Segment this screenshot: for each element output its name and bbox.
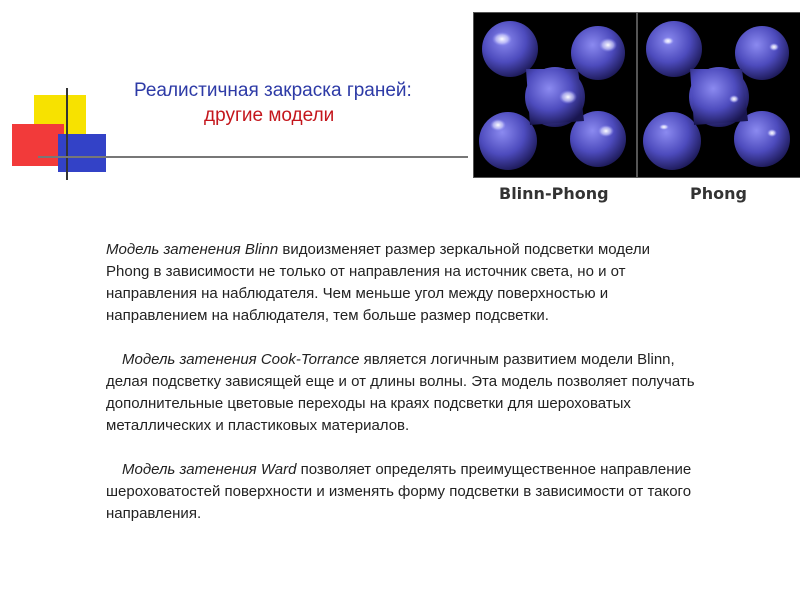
body-text — [106, 239, 696, 547]
paragraph-blinn-text: видоизменяет размер зеркальной подсветки модели Phong в зависимости не только от направления на источник света, но и от направления на наблюдателя. Чем меньше угол между поверхностью и направлением на наблюдателя, тем больше размер подсветки. — [106, 241, 651, 324]
phong-caption: Phong — [690, 184, 747, 203]
phong-render-image — [637, 12, 800, 178]
paragraph-ward-emphasis: Модель затенения Ward — [122, 461, 297, 478]
paragraph-blinn-emphasis: Модель затенения Blinn — [106, 241, 279, 258]
paragraph-cook-torrance-text: является логичным развитием модели Blinn, делая подсветку зависящей еще и от длины волны. Эта модель позволяет получать дополнительные цветовые переходы на краях подсветки для шероховатых металлических и пластиковых материалов. — [106, 351, 695, 434]
slide-title-line1: Реалистичная закраска граней: — [134, 80, 412, 101]
decor-vertical-line — [66, 88, 68, 180]
slide-title — [134, 78, 464, 128]
decor-horizontal-line — [38, 156, 468, 158]
paragraph-ward — [106, 459, 696, 525]
paragraph-cook-torrance — [106, 349, 696, 437]
blinn-phong-render-image — [473, 12, 637, 178]
paragraph-cook-torrance-emphasis: Модель затенения Cook-Torrance — [122, 351, 360, 368]
paragraph-blinn — [106, 239, 696, 327]
slide-title-line2: другие модели — [204, 105, 335, 126]
blinn-phong-caption: Blinn-Phong — [499, 184, 609, 203]
paragraph-ward-text: позволяет определять преимущественное направление шероховатостей поверхности и изменять форму подсветки в зависимости от такого направления. — [106, 461, 692, 522]
decor-red-square — [12, 124, 64, 166]
